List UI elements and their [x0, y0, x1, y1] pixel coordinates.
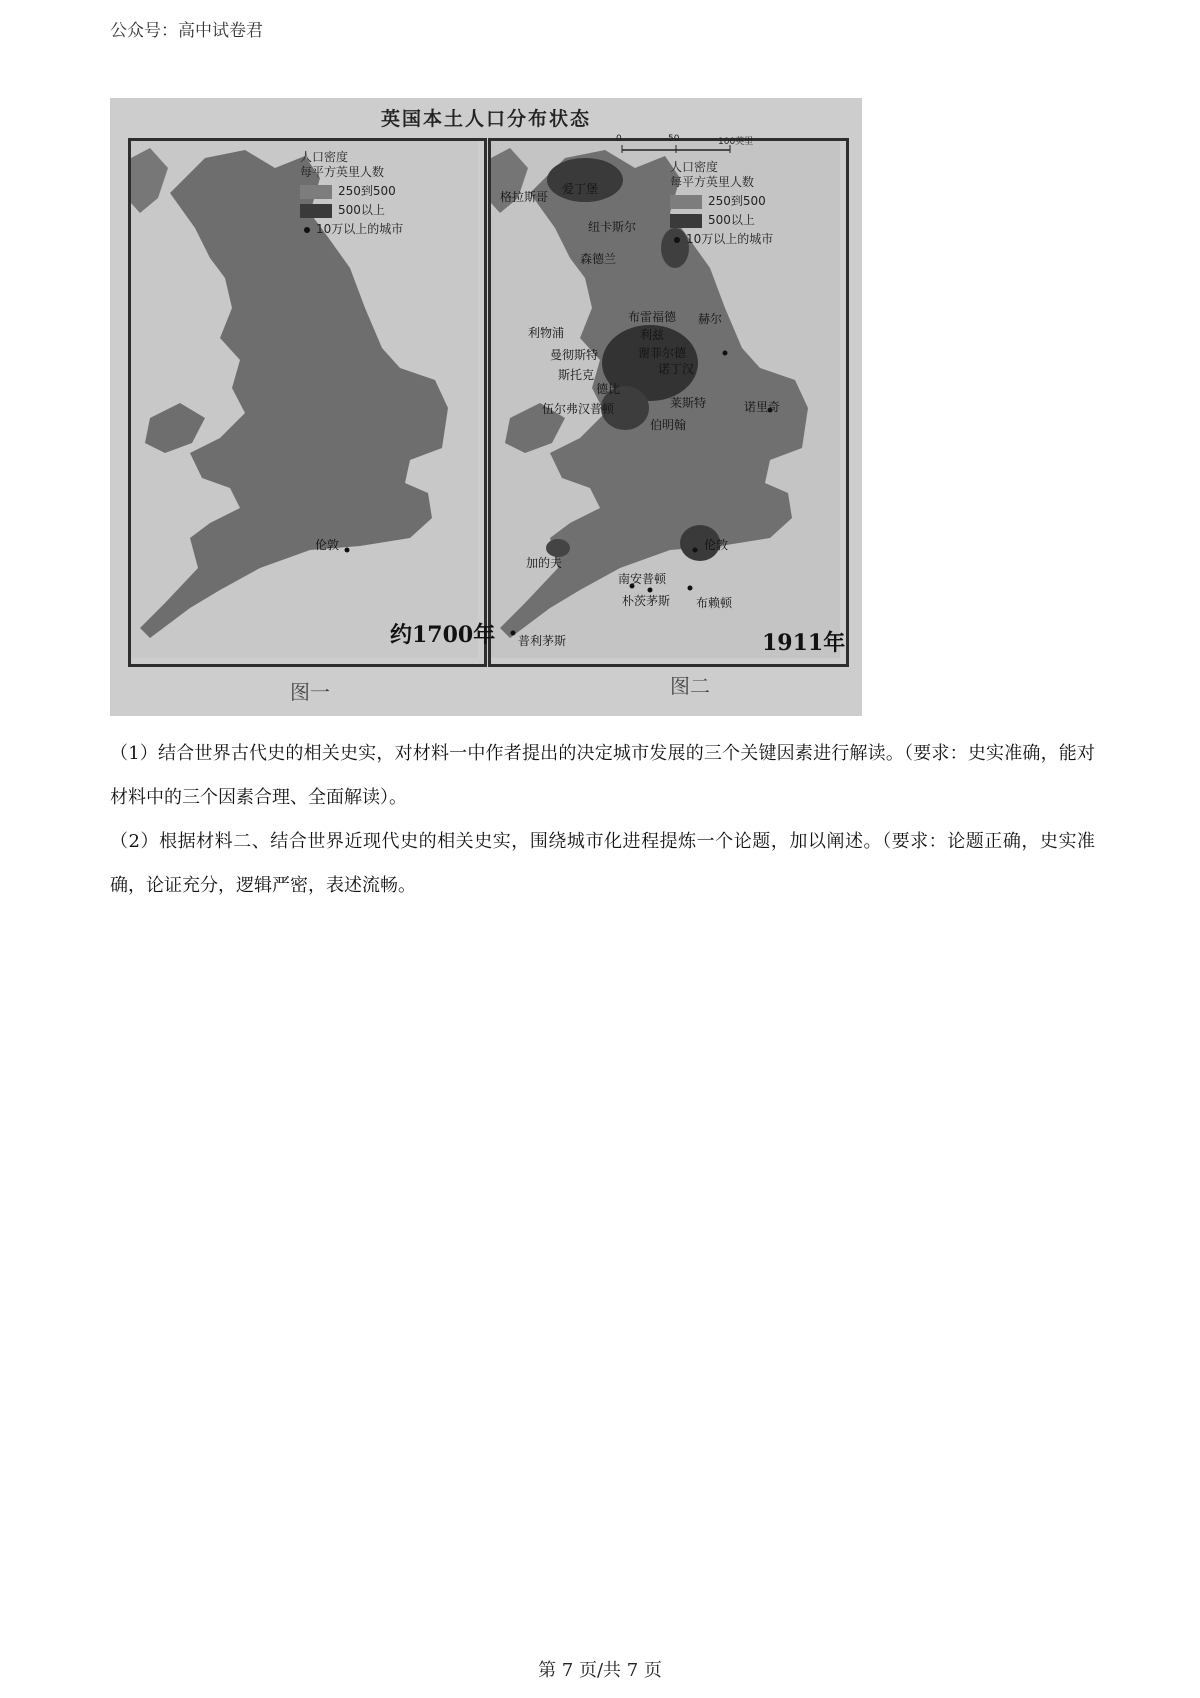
city-label-stoke: 斯托克 — [558, 368, 595, 382]
city-label-leicester: 莱斯特 — [670, 396, 707, 410]
scale-label-100: 100英里 — [718, 137, 754, 147]
scale-label-50: 50 — [668, 134, 680, 144]
city-label-brighton: 布赖顿 — [696, 596, 733, 610]
page-header: 公众号：高中试卷君 — [110, 21, 263, 41]
city-label-derby: 德比 — [596, 382, 621, 396]
legend-left-title-2: 每平方英里人数 — [300, 165, 385, 179]
page-number: 第 7 页/共 7 页 — [538, 1660, 662, 1681]
figure-title: 英国本土人口分布状态 — [380, 108, 591, 130]
year-label-1911: 1911年 — [762, 630, 846, 656]
legend-right — [670, 160, 773, 247]
city-label-sunderland: 森德兰 — [580, 252, 617, 266]
city-label-norwich: 诺里奇 — [744, 400, 781, 414]
city-label-birmingham: 伯明翰 — [650, 418, 687, 432]
legend-left-mid: 250到500 — [338, 184, 396, 198]
legend-left-title-1: 人口密度 — [300, 150, 349, 164]
city-label-london-1911: 伦敦 — [704, 538, 729, 552]
question-1: （1）结合世界古代史的相关史实，对材料一中作者提出的决定城市发展的三个关键因素进行解读。（要求：史实准确，能对材料中的三个因素合理、全面解读）。 — [110, 743, 1095, 808]
city-marker-icon — [674, 237, 680, 243]
figure-caption-1: 图一 — [290, 680, 330, 704]
city-label-cardiff: 加的夫 — [526, 556, 563, 570]
city-label-liverpool: 利物浦 — [528, 326, 565, 340]
city-label-london-1700: 伦敦 — [315, 538, 340, 552]
city-label-bradford: 布雷福德 — [628, 310, 677, 324]
city-label-hull: 赫尔 — [698, 312, 723, 326]
swatch-mid-density — [300, 185, 332, 199]
legend-right-city: 10万以上的城市 — [686, 232, 774, 246]
city-label-glasgow: 格拉斯哥 — [500, 190, 549, 204]
year-label-1700: 约1700年 — [390, 622, 496, 648]
legend-right-mid: 250到500 — [708, 194, 766, 208]
swatch-high-density — [300, 204, 332, 218]
city-label-manchester: 曼彻斯特 — [550, 348, 599, 362]
city-label-nottingham: 诺丁汉 — [658, 362, 695, 376]
city-marker-icon — [304, 227, 310, 233]
city-label-sheffield: 谢菲尔德 — [638, 346, 687, 360]
city-label-portsmouth: 朴茨茅斯 — [622, 594, 671, 608]
city-label-edinburgh: 爱丁堡 — [562, 182, 599, 196]
figure-caption-2: 图二 — [670, 674, 710, 698]
legend-right-high: 500以上 — [708, 213, 755, 227]
legend-left-high: 500以上 — [338, 203, 385, 217]
population-map-figure — [110, 98, 862, 716]
legend-left-city: 10万以上的城市 — [316, 222, 404, 236]
city-label-newcastle: 纽卡斯尔 — [588, 220, 637, 234]
legend-left — [300, 150, 403, 237]
swatch-mid-density — [670, 195, 702, 209]
city-label-wolverhampton: 伍尔弗汉普顿 — [542, 402, 615, 416]
question-2: （2）根据材料二、结合世界近现代史的相关史实，围绕城市化进程提炼一个论题，加以阐述。（要求：论题正确，史实准确，论证充分，逻辑严密，表述流畅。 — [110, 831, 1095, 896]
city-label-southampton: 南安普顿 — [618, 572, 667, 586]
swatch-high-density — [670, 214, 702, 228]
scale-label-0: 0 — [616, 134, 622, 144]
legend-right-title-2: 每平方英里人数 — [670, 175, 755, 189]
city-label-leeds: 利兹 — [640, 328, 665, 342]
city-label-plymouth: 普利茅斯 — [518, 634, 567, 648]
legend-right-title-1: 人口密度 — [670, 160, 719, 174]
